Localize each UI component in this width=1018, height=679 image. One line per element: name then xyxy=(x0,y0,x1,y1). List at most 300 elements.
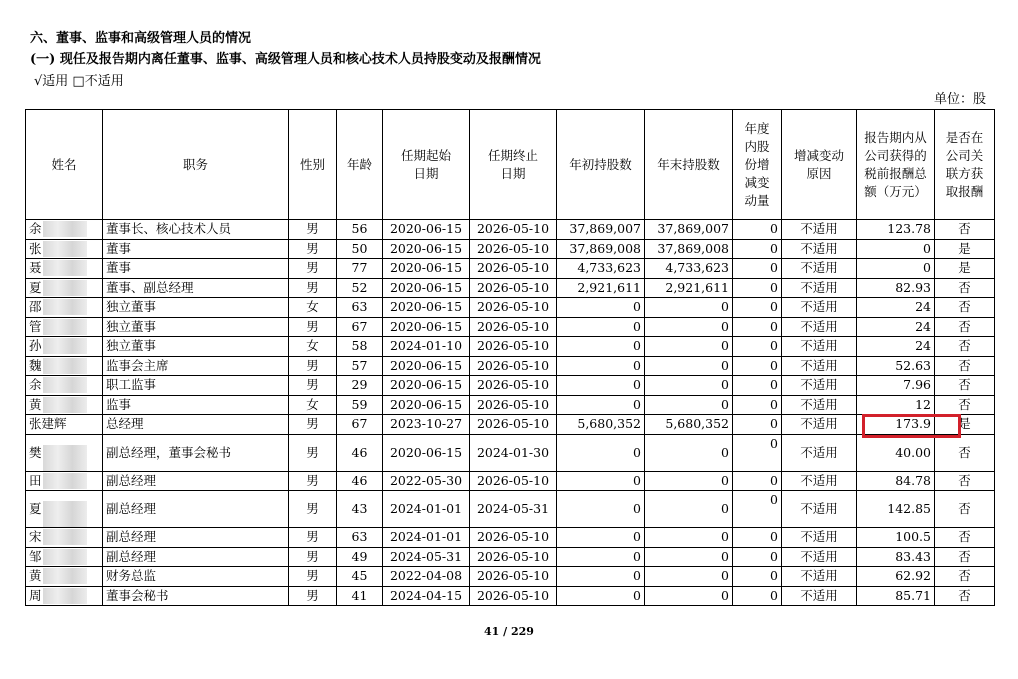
name-wrap xyxy=(29,259,89,277)
name-wrap xyxy=(29,240,89,258)
end-date-cell: 2026-05-10 xyxy=(470,259,557,279)
table-row xyxy=(26,586,995,606)
related-pay-cell: 否 xyxy=(935,471,995,491)
person-name: 聂 xyxy=(29,260,42,276)
related-pay-cell: 否 xyxy=(935,337,995,357)
end-date-cell: 2026-05-10 xyxy=(470,239,557,259)
share-change-cell: 0 xyxy=(733,415,782,435)
header-gender: 性别 xyxy=(289,110,337,220)
table-row xyxy=(26,415,995,435)
share-change-cell: 0 xyxy=(733,317,782,337)
end-shares-cell: 2,921,611 xyxy=(645,278,733,298)
role-cell: 董事 xyxy=(103,239,289,259)
person-name: 孙 xyxy=(29,338,42,354)
start-date-cell: 2024-01-10 xyxy=(383,337,470,357)
change-reason-cell: 不适用 xyxy=(782,395,857,415)
share-change-cell: 0 xyxy=(733,259,782,279)
table-row xyxy=(26,298,995,318)
pay-cell: 0 xyxy=(857,239,935,259)
begin-shares-cell: 0 xyxy=(557,567,645,587)
name-cell xyxy=(26,317,103,337)
person-name: 余 xyxy=(29,377,42,393)
gender-cell: 男 xyxy=(289,547,337,567)
person-name: 夏 xyxy=(29,501,42,516)
gender-cell: 男 xyxy=(289,586,337,606)
header-start-date: 任期起始日期 xyxy=(383,110,470,220)
related-pay-cell: 否 xyxy=(935,376,995,396)
table-header-row xyxy=(26,110,995,220)
role-cell: 职工监事 xyxy=(103,376,289,396)
pay-cell: 12 xyxy=(857,395,935,415)
start-date-cell: 2020-06-15 xyxy=(383,220,470,240)
end-date-cell: 2026-05-10 xyxy=(470,586,557,606)
change-reason-cell: 不适用 xyxy=(782,376,857,396)
start-date-cell: 2024-04-15 xyxy=(383,586,470,606)
name-cell xyxy=(26,259,103,279)
redaction-mask xyxy=(43,529,87,545)
header-begin-shares: 年初持股数 xyxy=(557,110,645,220)
role-cell: 董事长、核心技术人员 xyxy=(103,220,289,240)
start-date-cell: 2024-01-01 xyxy=(383,528,470,548)
begin-shares-cell: 0 xyxy=(557,434,645,471)
end-date-cell: 2026-05-10 xyxy=(470,415,557,435)
redaction-mask xyxy=(43,397,87,413)
age-cell: 77 xyxy=(337,259,383,279)
related-pay-cell: 否 xyxy=(935,356,995,376)
gender-cell: 男 xyxy=(289,471,337,491)
change-reason-cell: 不适用 xyxy=(782,528,857,548)
name-cell xyxy=(26,356,103,376)
pay-cell: 82.93 xyxy=(857,278,935,298)
end-date-cell: 2026-05-10 xyxy=(470,471,557,491)
share-change-cell: 0 xyxy=(733,376,782,396)
header-pay: 报告期内从公司获得的税前报酬总额（万元） xyxy=(857,110,935,220)
begin-shares-cell: 0 xyxy=(557,395,645,415)
name-cell xyxy=(26,471,103,491)
begin-shares-cell: 0 xyxy=(557,471,645,491)
share-change-cell: 0 xyxy=(733,586,782,606)
change-reason-cell: 不适用 xyxy=(782,547,857,567)
begin-shares-cell: 5,680,352 xyxy=(557,415,645,435)
page-number: 41 / 229 xyxy=(484,625,534,638)
person-name: 张建辉 xyxy=(29,416,67,432)
end-date-cell: 2026-05-10 xyxy=(470,278,557,298)
header-role: 职务 xyxy=(103,110,289,220)
pay-cell: 40.00 xyxy=(857,434,935,471)
name-wrap xyxy=(29,220,89,238)
role-cell: 副总经理 xyxy=(103,491,289,528)
table-row xyxy=(26,239,995,259)
gender-cell: 男 xyxy=(289,239,337,259)
role-cell: 独立董事 xyxy=(103,317,289,337)
pay-cell: 24 xyxy=(857,317,935,337)
name-wrap xyxy=(29,528,89,546)
redaction-mask xyxy=(43,568,87,584)
redaction-mask xyxy=(43,241,87,257)
begin-shares-cell: 0 xyxy=(557,337,645,357)
begin-shares-cell: 0 xyxy=(557,376,645,396)
table-row xyxy=(26,491,995,528)
start-date-cell: 2020-06-15 xyxy=(383,395,470,415)
name-wrap xyxy=(29,318,89,336)
gender-cell: 男 xyxy=(289,259,337,279)
end-shares-cell: 0 xyxy=(645,547,733,567)
redaction-mask xyxy=(43,588,87,604)
role-cell: 董事 xyxy=(103,259,289,279)
gender-cell: 男 xyxy=(289,278,337,298)
end-shares-cell: 0 xyxy=(645,586,733,606)
name-cell xyxy=(26,434,103,471)
pay-cell: 62.92 xyxy=(857,567,935,587)
begin-shares-cell: 37,869,008 xyxy=(557,239,645,259)
change-reason-cell: 不适用 xyxy=(782,471,857,491)
related-pay-cell: 否 xyxy=(935,434,995,471)
redaction-mask xyxy=(43,473,87,489)
table-row xyxy=(26,376,995,396)
share-change-cell: 0 xyxy=(733,491,782,528)
redaction-mask xyxy=(43,445,87,472)
person-name: 樊 xyxy=(29,444,42,460)
age-cell: 49 xyxy=(337,547,383,567)
pay-cell: 173.9 xyxy=(857,415,935,435)
role-cell: 副总经理 xyxy=(103,528,289,548)
pay-cell: 24 xyxy=(857,337,935,357)
gender-cell: 女 xyxy=(289,395,337,415)
pay-cell: 142.85 xyxy=(857,491,935,528)
change-reason-cell: 不适用 xyxy=(782,298,857,318)
related-pay-cell: 否 xyxy=(935,547,995,567)
related-pay-cell: 是 xyxy=(935,239,995,259)
name-cell xyxy=(26,528,103,548)
redaction-mask xyxy=(43,549,87,565)
share-change-cell: 0 xyxy=(733,356,782,376)
name-wrap xyxy=(29,298,89,316)
end-date-cell: 2026-05-10 xyxy=(470,547,557,567)
change-reason-cell: 不适用 xyxy=(782,317,857,337)
role-cell: 独立董事 xyxy=(103,298,289,318)
end-date-cell: 2024-05-31 xyxy=(470,491,557,528)
name-cell xyxy=(26,567,103,587)
start-date-cell: 2022-04-08 xyxy=(383,567,470,587)
name-cell xyxy=(26,376,103,396)
role-cell: 副总经理，董事会秘书 xyxy=(103,434,289,471)
start-date-cell: 2024-05-31 xyxy=(383,547,470,567)
related-pay-cell: 否 xyxy=(935,298,995,318)
age-cell: 58 xyxy=(337,337,383,357)
age-cell: 45 xyxy=(337,567,383,587)
related-pay-cell: 否 xyxy=(935,317,995,337)
name-cell xyxy=(26,278,103,298)
table-row xyxy=(26,395,995,415)
person-name: 黄 xyxy=(29,568,42,584)
change-reason-cell: 不适用 xyxy=(782,239,857,259)
table-row xyxy=(26,356,995,376)
person-name: 魏 xyxy=(29,357,42,373)
begin-shares-cell: 0 xyxy=(557,356,645,376)
end-date-cell: 2026-05-10 xyxy=(470,567,557,587)
gender-cell: 男 xyxy=(289,376,337,396)
begin-shares-cell: 37,869,007 xyxy=(557,220,645,240)
pay-cell: 83.43 xyxy=(857,547,935,567)
end-date-cell: 2026-05-10 xyxy=(470,376,557,396)
table-body xyxy=(26,220,995,606)
role-cell: 副总经理 xyxy=(103,547,289,567)
name-wrap xyxy=(29,587,89,605)
change-reason-cell: 不适用 xyxy=(782,586,857,606)
share-change-cell: 0 xyxy=(733,471,782,491)
person-name: 周 xyxy=(29,587,42,603)
related-pay-cell: 否 xyxy=(935,278,995,298)
age-cell: 29 xyxy=(337,376,383,396)
end-shares-cell: 0 xyxy=(645,337,733,357)
share-change-cell: 0 xyxy=(733,239,782,259)
name-wrap xyxy=(29,548,89,566)
pay-cell: 7.96 xyxy=(857,376,935,396)
role-cell: 总经理 xyxy=(103,415,289,435)
start-date-cell: 2022-05-30 xyxy=(383,471,470,491)
gender-cell: 男 xyxy=(289,317,337,337)
begin-shares-cell: 2,921,611 xyxy=(557,278,645,298)
applicability-checkbox: √适用 □不适用 xyxy=(34,74,124,89)
end-shares-cell: 0 xyxy=(645,567,733,587)
role-cell: 董事、副总经理 xyxy=(103,278,289,298)
role-cell: 董事会秘书 xyxy=(103,586,289,606)
change-reason-cell: 不适用 xyxy=(782,278,857,298)
name-cell xyxy=(26,220,103,240)
change-reason-cell: 不适用 xyxy=(782,259,857,279)
gender-cell: 男 xyxy=(289,491,337,528)
unit-label: 单位：股 xyxy=(933,92,986,107)
table-row xyxy=(26,547,995,567)
end-shares-cell: 0 xyxy=(645,491,733,528)
redaction-mask xyxy=(43,260,87,276)
name-cell xyxy=(26,547,103,567)
header-share-change: 年度内股份增减变动量 xyxy=(733,110,782,220)
related-pay-cell: 否 xyxy=(935,220,995,240)
role-cell: 监事 xyxy=(103,395,289,415)
change-reason-cell: 不适用 xyxy=(782,567,857,587)
name-wrap xyxy=(29,337,89,355)
end-shares-cell: 0 xyxy=(645,376,733,396)
table-row xyxy=(26,220,995,240)
redaction-mask xyxy=(43,501,87,528)
person-name: 宋 xyxy=(29,529,42,545)
end-date-cell: 2026-05-10 xyxy=(470,220,557,240)
end-date-cell: 2026-05-10 xyxy=(470,528,557,548)
pay-cell: 24 xyxy=(857,298,935,318)
age-cell: 41 xyxy=(337,586,383,606)
share-change-cell: 0 xyxy=(733,278,782,298)
end-shares-cell: 0 xyxy=(645,434,733,471)
end-date-cell: 2026-05-10 xyxy=(470,337,557,357)
redaction-mask xyxy=(43,377,87,393)
end-shares-cell: 0 xyxy=(645,528,733,548)
role-cell: 独立董事 xyxy=(103,337,289,357)
end-shares-cell: 0 xyxy=(645,471,733,491)
role-cell: 监事会主席 xyxy=(103,356,289,376)
related-pay-cell: 否 xyxy=(935,395,995,415)
gender-cell: 男 xyxy=(289,434,337,471)
begin-shares-cell: 0 xyxy=(557,586,645,606)
end-shares-cell: 0 xyxy=(645,395,733,415)
age-cell: 63 xyxy=(337,298,383,318)
table-row xyxy=(26,528,995,548)
change-reason-cell: 不适用 xyxy=(782,415,857,435)
redaction-mask xyxy=(43,280,87,296)
pay-cell: 84.78 xyxy=(857,471,935,491)
redaction-mask xyxy=(43,358,87,374)
pay-cell: 100.5 xyxy=(857,528,935,548)
age-cell: 56 xyxy=(337,220,383,240)
start-date-cell: 2020-06-15 xyxy=(383,434,470,471)
name-cell xyxy=(26,239,103,259)
change-reason-cell: 不适用 xyxy=(782,220,857,240)
share-change-cell: 0 xyxy=(733,434,782,471)
person-name: 邹 xyxy=(29,548,42,564)
share-change-cell: 0 xyxy=(733,528,782,548)
related-pay-cell: 否 xyxy=(935,567,995,587)
begin-shares-cell: 0 xyxy=(557,491,645,528)
redaction-mask xyxy=(43,319,87,335)
name-wrap xyxy=(29,357,89,375)
start-date-cell: 2020-06-15 xyxy=(383,239,470,259)
start-date-cell: 2020-06-15 xyxy=(383,278,470,298)
table-row xyxy=(26,434,995,471)
share-change-cell: 0 xyxy=(733,337,782,357)
name-cell xyxy=(26,415,103,435)
change-reason-cell: 不适用 xyxy=(782,434,857,471)
end-date-cell: 2026-05-10 xyxy=(470,298,557,318)
name-cell xyxy=(26,298,103,318)
person-name: 邵 xyxy=(29,299,42,315)
end-shares-cell: 5,680,352 xyxy=(645,415,733,435)
end-shares-cell: 0 xyxy=(645,298,733,318)
end-shares-cell: 37,869,008 xyxy=(645,239,733,259)
age-cell: 63 xyxy=(337,528,383,548)
age-cell: 67 xyxy=(337,415,383,435)
begin-shares-cell: 0 xyxy=(557,528,645,548)
gender-cell: 男 xyxy=(289,528,337,548)
begin-shares-cell: 4,733,623 xyxy=(557,259,645,279)
age-cell: 57 xyxy=(337,356,383,376)
header-end-date: 任期终止日期 xyxy=(470,110,557,220)
change-reason-cell: 不适用 xyxy=(782,491,857,528)
name-wrap xyxy=(29,567,89,585)
end-date-cell: 2026-05-10 xyxy=(470,317,557,337)
end-shares-cell: 0 xyxy=(645,317,733,337)
share-change-cell: 0 xyxy=(733,298,782,318)
gender-cell: 男 xyxy=(289,220,337,240)
table-row xyxy=(26,278,995,298)
gender-cell: 女 xyxy=(289,298,337,318)
header-related-pay: 是否在公司关联方获取报酬 xyxy=(935,110,995,220)
name-wrap xyxy=(29,444,89,462)
header-end-shares: 年末持股数 xyxy=(645,110,733,220)
begin-shares-cell: 0 xyxy=(557,547,645,567)
start-date-cell: 2024-01-01 xyxy=(383,491,470,528)
start-date-cell: 2020-06-15 xyxy=(383,259,470,279)
start-date-cell: 2020-06-15 xyxy=(383,376,470,396)
begin-shares-cell: 0 xyxy=(557,298,645,318)
begin-shares-cell: 0 xyxy=(557,317,645,337)
header-change-reason: 增减变动原因 xyxy=(782,110,857,220)
name-wrap xyxy=(29,500,89,518)
name-cell xyxy=(26,395,103,415)
name-wrap xyxy=(29,376,89,394)
age-cell: 43 xyxy=(337,491,383,528)
person-name: 余 xyxy=(29,221,42,237)
gender-cell: 男 xyxy=(289,356,337,376)
share-change-cell: 0 xyxy=(733,567,782,587)
age-cell: 46 xyxy=(337,434,383,471)
header-age: 年龄 xyxy=(337,110,383,220)
age-cell: 67 xyxy=(337,317,383,337)
redaction-mask xyxy=(43,299,87,315)
role-cell: 副总经理 xyxy=(103,471,289,491)
redaction-mask xyxy=(43,338,87,354)
table-row xyxy=(26,317,995,337)
personnel-table xyxy=(25,109,995,606)
table-row xyxy=(26,259,995,279)
share-change-cell: 0 xyxy=(733,547,782,567)
start-date-cell: 2020-06-15 xyxy=(383,298,470,318)
related-pay-cell: 是 xyxy=(935,415,995,435)
share-change-cell: 0 xyxy=(733,220,782,240)
table-row xyxy=(26,567,995,587)
end-shares-cell: 4,733,623 xyxy=(645,259,733,279)
name-cell xyxy=(26,586,103,606)
age-cell: 59 xyxy=(337,395,383,415)
table-row xyxy=(26,471,995,491)
name-wrap xyxy=(29,396,89,414)
table-row xyxy=(26,337,995,357)
change-reason-cell: 不适用 xyxy=(782,337,857,357)
name-cell xyxy=(26,491,103,528)
age-cell: 46 xyxy=(337,471,383,491)
related-pay-cell: 是 xyxy=(935,259,995,279)
person-name: 张 xyxy=(29,240,42,256)
gender-cell: 女 xyxy=(289,337,337,357)
name-cell xyxy=(26,337,103,357)
subsection-title: (一) 现任及报告期内离任董事、监事、高级管理人员和核心技术人员持股变动及报酬情况 xyxy=(30,52,541,67)
share-change-cell: 0 xyxy=(733,395,782,415)
start-date-cell: 2020-06-15 xyxy=(383,317,470,337)
age-cell: 52 xyxy=(337,278,383,298)
start-date-cell: 2020-06-15 xyxy=(383,356,470,376)
end-shares-cell: 0 xyxy=(645,356,733,376)
name-wrap xyxy=(29,279,89,297)
section-title: 六、董事、监事和高级管理人员的情况 xyxy=(30,31,252,46)
pay-cell: 123.78 xyxy=(857,220,935,240)
change-reason-cell: 不适用 xyxy=(782,356,857,376)
related-pay-cell: 否 xyxy=(935,586,995,606)
end-date-cell: 2026-05-10 xyxy=(470,395,557,415)
redaction-mask xyxy=(43,221,87,237)
end-date-cell: 2024-01-30 xyxy=(470,434,557,471)
related-pay-cell: 否 xyxy=(935,491,995,528)
person-name: 田 xyxy=(29,472,42,488)
header-name: 姓名 xyxy=(26,110,103,220)
start-date-cell: 2023-10-27 xyxy=(383,415,470,435)
name-wrap xyxy=(29,415,89,433)
pay-cell: 85.71 xyxy=(857,586,935,606)
end-date-cell: 2026-05-10 xyxy=(470,356,557,376)
person-name: 黄 xyxy=(29,396,42,412)
gender-cell: 男 xyxy=(289,415,337,435)
related-pay-cell: 否 xyxy=(935,528,995,548)
end-shares-cell: 37,869,007 xyxy=(645,220,733,240)
person-name: 管 xyxy=(29,318,42,334)
